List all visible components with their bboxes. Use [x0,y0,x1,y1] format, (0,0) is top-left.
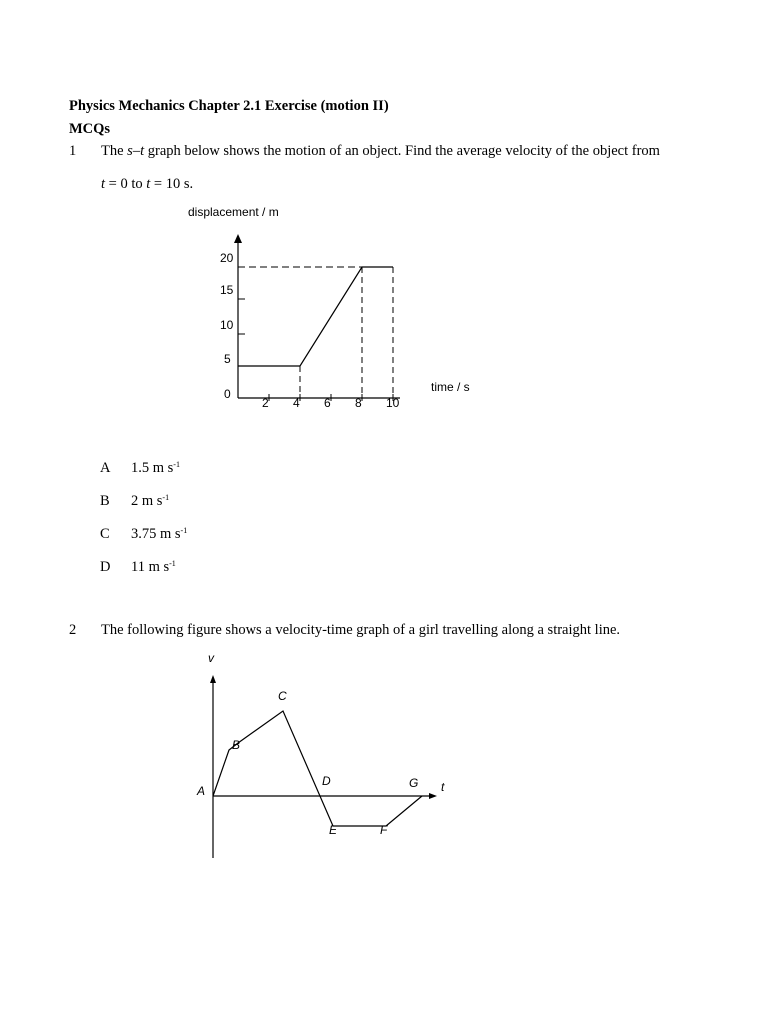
graph1-xtick-label: 4 [293,396,300,410]
graph1-ytick-label: 20 [220,251,234,265]
graph1-ytick-label: 15 [220,283,234,297]
question-2-number: 2 [69,622,77,638]
document-title: Physics Mechanics Chapter 2.1 Exercise (motion II) [69,98,389,114]
graph2-point-label: A [197,784,206,798]
graph1-ytick-label: 5 [224,352,231,366]
question-2-text: The following figure shows a velocity-time graph of a girl travelling along a straight line. [101,622,621,638]
graph1-xtick-label: 8 [355,396,362,410]
section-heading: MCQs [69,121,111,137]
graph2-point-label: B [232,738,241,752]
q1-var-t: t [101,176,106,192]
option-b-letter: B [100,493,110,509]
graph2-velocity-line [213,711,422,826]
question-1-number: 1 [69,143,77,159]
graph2-v-axis-arrow [210,675,216,683]
option-d-letter: D [100,559,111,575]
graph1-xtick-label: 2 [262,396,269,410]
graph2-v-label: v [208,651,214,665]
option-a-letter: A [100,460,111,476]
graph2-point-label: D [322,774,331,788]
graph2-point-label: C [278,689,287,703]
option-value: 3.75 m s [131,526,181,542]
q1-var-s: s [127,143,133,159]
graph2-point-label: E [329,823,338,837]
graph2-t-label: t [441,780,445,794]
option-c-letter: C [100,526,110,542]
q1-var-t: t [146,176,151,192]
graph1-xtick-label: 10 [386,396,400,410]
graph2-t-axis-arrow [429,793,437,799]
option-value: 2 m s [131,493,163,509]
option-value: 1.5 m s [131,460,174,476]
q1-text-part: = 0 to [105,176,147,192]
graph1-ytick-label: 0 [224,387,231,401]
graph1-ylabel: displacement / m [188,205,279,219]
q1-dash: – [132,143,141,159]
q1-text-part: The [101,143,128,159]
graph1-ytick-label: 10 [220,318,234,332]
graph2-point-label: F [380,823,388,837]
q1-text-part: = 10 s. [150,176,194,192]
graph2-point-label: G [409,776,419,790]
graph1-xlabel: time / s [431,380,470,394]
graph1-xtick-label: 6 [324,396,331,410]
q1-var-t: t [140,143,145,159]
option-exponent: -1 [169,559,176,568]
option-exponent: -1 [162,493,170,502]
option-exponent: -1 [180,526,188,535]
q1-text-part: graph below shows the motion of an object. Find the average velocity of the object from [144,143,660,159]
option-value: 11 m s [131,559,170,575]
option-exponent: -1 [173,460,180,469]
